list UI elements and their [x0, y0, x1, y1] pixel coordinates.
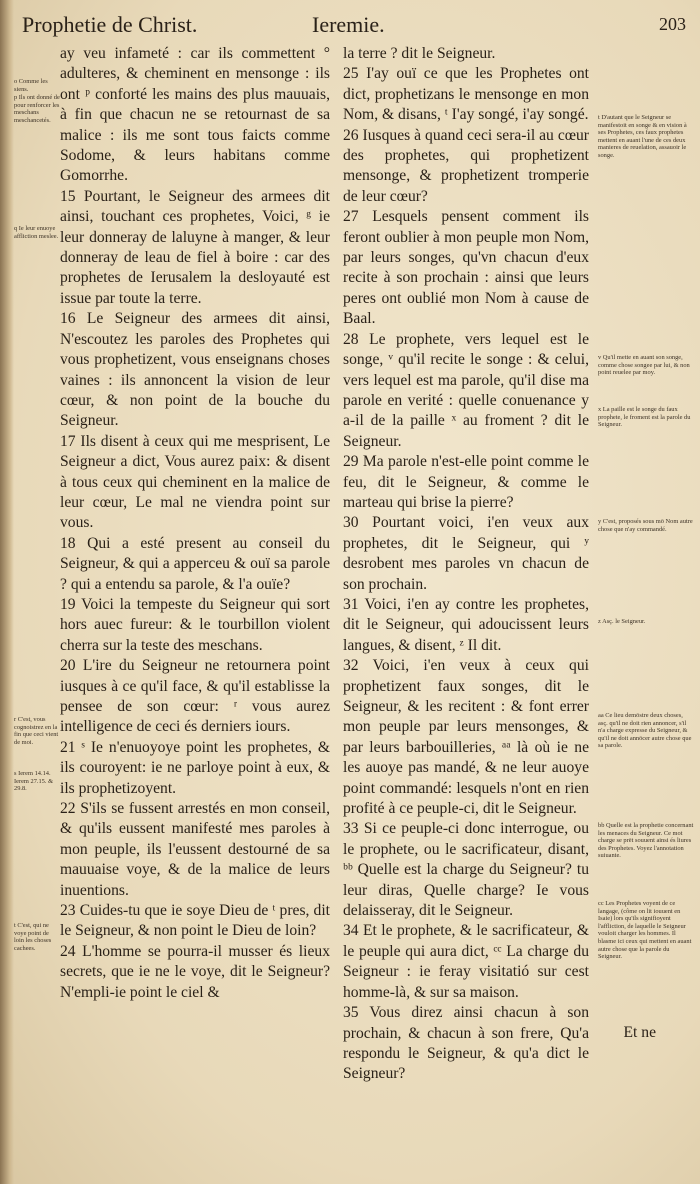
margin-note: v Qu'il mette en auant son songe, comme chose songee par lui, & non point reuelee par moy. — [598, 354, 690, 377]
verse-paragraph: 23 Cuides-tu que ie soye Dieu de ᵗ pres, dit le Seigneur, & non point le Dieu de loin? — [60, 902, 330, 940]
verse-paragraph: la terre ? dit le Seigneur. — [343, 45, 496, 62]
margin-note: z Asç. le Seigneur. — [598, 618, 646, 625]
verse-paragraph: 31 Voici, i'en ay contre les prophetes, dit le Seigneur, qui adoucissent leurs langues, & disent, ᶻ Il dit. — [343, 595, 589, 654]
verse-paragraph: 16 Le Seigneur des armees dit ainsi, N'escoutez les paroles des Prophetes qui vous prophetizent, vous enseignans choses vaines : ils annoncent la vision de leur cœur, & non point de la bouche du Seigneur. — [60, 310, 330, 430]
right-text-column — [343, 44, 589, 1085]
verse-paragraph: 33 Si ce peuple-ci donc interrogue, ou le prophete, ou le sacrificateur, disant, ᵇᵇ Quelle est la charge du Seigneur? tu leur diras, Quelle charge? Ie vous delaisseray, dit le Seigneur. — [343, 820, 589, 920]
verse-paragraph: 20 L'ire du Seigneur ne retournera point iusques à ce qu'il face, & qu'il establisse la pensee de son cœur: ʳ vous aurez intelligence de ceci és derniers iours. — [60, 657, 330, 736]
margin-note: o Comme les siens. — [14, 78, 48, 93]
running-title-left: Prophetie de Christ. — [22, 12, 198, 37]
margin-note: x La paille est le songe du faux prophete, le froment est la parole du Seigneur. — [598, 406, 691, 429]
verse-paragraph: 24 L'homme se pourra-il musser és lieux secrets, que ie ne le voye, dit le Seigneur? N'empli-ie point le ciel & — [60, 942, 330, 1001]
margin-note: t D'autant que le Seigneur se manifestoit en songe & en vision à ses Prophetes, ces faux prophetes mettent en auant l'une de ces deux manieres de reuelation, assauoir le songe. — [598, 114, 687, 159]
verse-paragraph: 15 Pourtant, le Seigneur des armees dit ainsi, touchant ces prophetes, Voici, ᵍ ie leur donneray de laluyne à manger, & leur donneray de leau de fiel à boire : car des prophetes de Ierusalem la desloyauté est issue par toute la terre. — [60, 187, 330, 307]
margin-note: cc Les Prophetes voyent de ce langage, (côme on lit iouuent en Isaie) lors qu'ils signifioyent l'affliction, de laquelle le Seigneur vouloit charger les hommes. Il blasme ici ceux qui mettent en auant autre chose que la parole du Seigneur. — [598, 900, 692, 961]
verse-paragraph: 30 Pourtant voici, i'en veux aux prophetes, dit le Seigneur, qui ʸ desrobent mes paroles vn chacun de son prochain. — [343, 514, 589, 593]
verse-paragraph: 25 I'ay ouï ce que les Prophetes ont dict, prophetizans le mensonge en mon Nom, & disans, ᵗ I'ay songé, i'ay songé. — [343, 65, 589, 124]
margin-note: y C'est, proposés sous mō Nom autre chose que n'ay commandé. — [598, 518, 693, 533]
margin-note: aa Ce lieu demōstre deux choses, asç. qu'il ne doit rien annoncer, s'il n'a charge expresse du Seigneur, & qu'il ne doit annōcer autre chose que sa parole. — [598, 712, 692, 750]
margin-note: t C'est, qui ne voye point de loin les choses cachees. — [14, 922, 52, 952]
verse-paragraph: ay veu infameté : car ils commettent ° adulteres, & cheminent en mensonge : ils ont ᵖ conforté les mains des plus mauuais, à fin que chacun ne se retournast de sa malice : ils me sont tous faicts comme Sodome, & leurs habitans comme Gomorrhe. — [60, 45, 330, 185]
margin-note: r C'est, vous cognoistrez en la fin que ceci vient de moi. — [14, 716, 59, 746]
running-header — [20, 10, 690, 40]
verse-paragraph: 29 Ma parole n'est-elle point comme le feu, dit le Seigneur, & comme le marteau qui brise la pierre? — [343, 453, 589, 511]
verse-paragraph: 28 Le prophete, vers lequel est le songe, ᵛ qu'il recite le songe : & celui, vers lequel est ma parole, qu'il dise ma parole en verité : quelle conuenance y a-il de la paille ˣ au froment ? dit le Seigneur. — [343, 330, 589, 450]
verse-paragraph: 21 ˢ Ie n'enuoyoye point les prophetes, & ils couroyent: ie ne parloye point à eux, & ils prophetizoyent. — [60, 738, 330, 797]
verse-paragraph: 19 Voici la tempeste du Seigneur qui sort hors auec fureur: & le tourbillon violent cherra sur la teste des meschans. — [60, 595, 330, 654]
margin-note: s Ierem 14.14. Ierem 27.15. & 29.8. — [14, 770, 54, 793]
verse-paragraph: 35 Vous direz ainsi chacun à son prochain, & chacun à son frere, Qu'a respondu le Seigneur, & qu'a dict le Seigneur? — [343, 1004, 589, 1083]
left-text-column — [60, 44, 330, 1003]
page-gutter — [0, 0, 14, 1184]
margin-note: bb Quelle est la prophetie concernant les menaces du Seigneur. Ce mot charge se prēt souuent ainsi és liures des Prophetes. Voyez l'annotation suiuante. — [598, 822, 694, 860]
verse-paragraph: 22 S'ils se fussent arrestés en mon conseil, & qu'ils eussent manifesté mes paroles à mon peuple, ils l'eussent destourné de sa mauuaise voye, & de la malice de leurs inuentions. — [60, 800, 330, 899]
verse-paragraph: 34 Et le prophete, & le sacrificateur, & le peuple qui aura dict, ᶜᶜ La charge du Seigneur : ie feray visitatió sur cest homme-là, & sur sa maison. — [343, 922, 589, 1001]
verse-paragraph: 26 Iusques à quand ceci sera-il au cœur des prophetes, qui prophetizent mensonge, & prophetizent tromperie de leur cœur? — [343, 126, 589, 205]
verse-paragraph: 32 Voici, i'en veux à ceux qui prophetizent faux songes, dit le Seigneur, & les recitent : & font errer mon peuple par leurs mensonges, & par leurs barbouilleries, ᵃᵃ là où ie ne les auoye pas mandé, & ne leur auoye point commandé: lesquels n'ont en rien profité à ce peuple-ci, dit le Seigneur. — [343, 657, 589, 818]
running-title-center: Ieremie. — [312, 12, 385, 37]
page-number: 203 — [659, 14, 686, 34]
verse-paragraph: 17 Ils disent à ceux qui me mesprisent, Le Seigneur a dict, Vous aurez paix: & disent à tous ceux qui cheminent en la malice de leur cœur, Le mal ne viendra point sur vous. — [60, 432, 330, 532]
margin-note: q Ie leur enuoye affliction meslee. — [14, 225, 59, 240]
verse-paragraph: 27 Lesquels pensent comment ils feront oublier à mon peuple mon Nom, par leurs songes, qu'vn chacun d'eux recite à son prochain : ainsi que leurs peres ont oublié mon Nom à cause de Baal. — [343, 208, 589, 328]
margin-note: p Ils ont donné de pour renforcer les meschans meschancetés. — [14, 94, 60, 124]
catchword: Et ne — [623, 1024, 656, 1041]
verse-paragraph: 18 Qui a esté present au conseil du Seigneur, & qui a apperceu & ouï sa parole ? qui a entendu sa parole, & l'a ouïe? — [60, 534, 330, 593]
